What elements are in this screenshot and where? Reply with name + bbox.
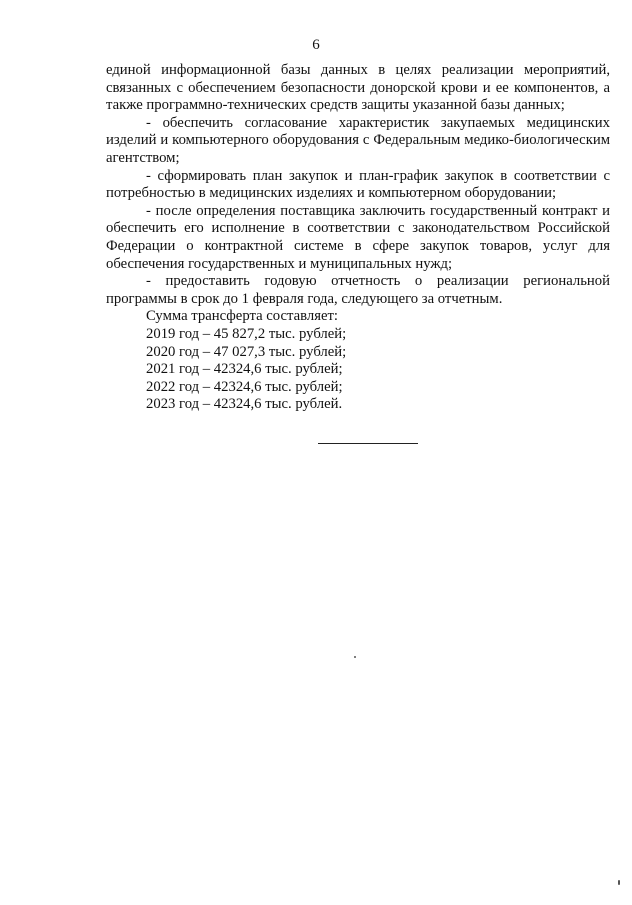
transfer-line-2019: 2019 год – 45 827,2 тыс. рублей; <box>146 325 347 342</box>
paragraph-procurement-plan: - сформировать план закупок и план-график закупок в соответствии с потребностью в медицинских изделиях и компьютерном оборудовании; <box>106 167 610 202</box>
end-divider-line <box>318 443 418 444</box>
paragraph-conclude-contract: - после определения поставщика заключить государственный контракт и обеспечить его исполнение в соответствии с законодательством Российской Федерации о контрактной системе в сфере закупок товаров, услуг для обеспечения государственных и муниципальных нужд; <box>106 202 610 272</box>
transfer-line-2023: 2023 год – 42324,6 тыс. рублей. <box>146 396 343 413</box>
transfer-heading: Сумма трансферта составляет: <box>146 308 338 325</box>
scan-speck <box>618 880 620 885</box>
transfer-line-2020: 2020 год – 47 027,3 тыс. рублей; <box>146 343 347 360</box>
document-body <box>106 62 610 414</box>
transfer-line-2021: 2021 год – 42324,6 тыс. рублей; <box>146 361 343 378</box>
scan-speck <box>354 656 356 658</box>
transfer-sum-block <box>106 308 610 414</box>
paragraph-approve-characteristics: - обеспечить согласование характеристик закупаемых медицинских изделий и компьютерного оборудования с Федеральным медико-биологическим агентством; <box>106 114 610 166</box>
paragraph-database-continuation: единой информационной базы данных в целях реализации мероприятий, связанных с обеспечением безопасности донорской крови и ее компонентов, а также программно-технических средств защиты указанной базы данных; <box>106 62 610 114</box>
page-number: 6 <box>312 37 320 53</box>
transfer-line-2022: 2022 год – 42324,6 тыс. рублей; <box>146 378 343 395</box>
paragraph-annual-report: - предоставить годовую отчетность о реализации региональной программы в срок до 1 февраля года, следующего за отчетным. <box>106 273 610 307</box>
